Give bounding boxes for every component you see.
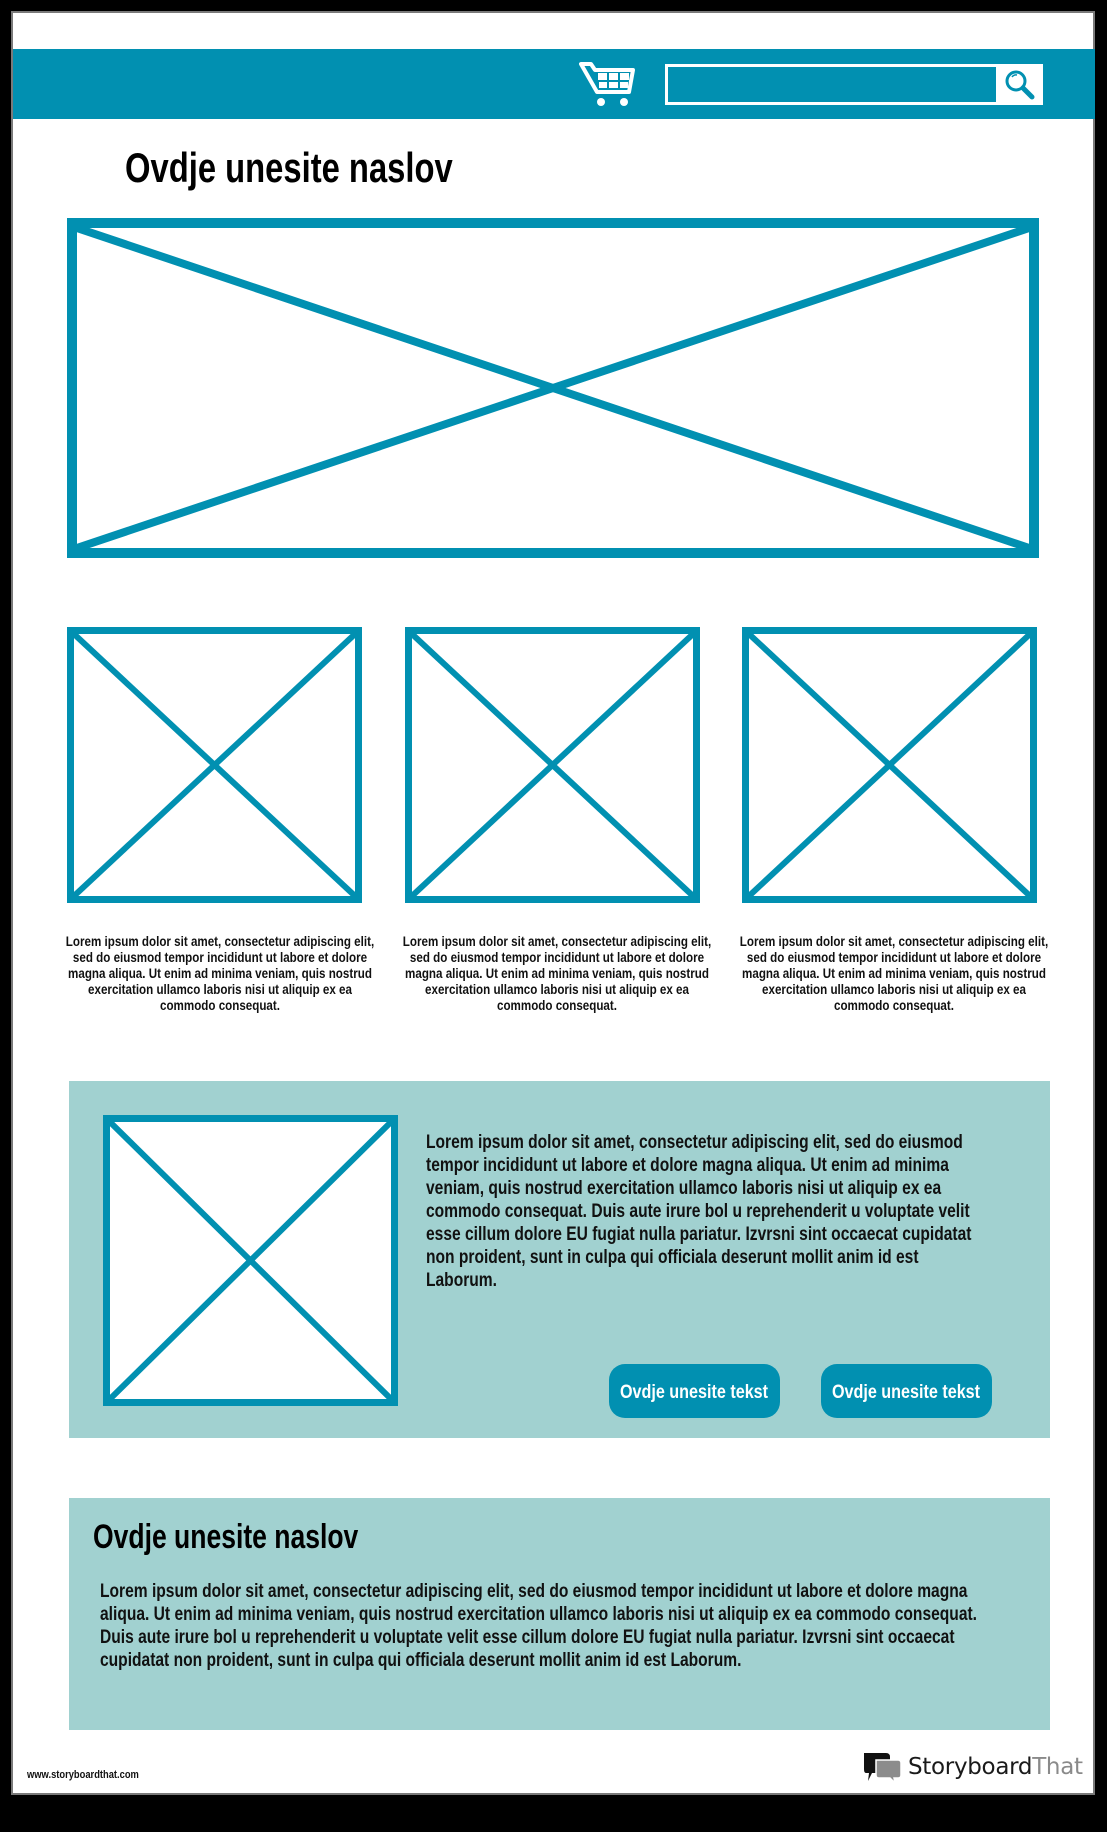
speech-bubbles-icon	[862, 1751, 902, 1783]
header-bar	[13, 49, 1095, 119]
card-caption: Lorem ipsum dolor sit amet, consectetur adipiscing elit, sed do eiusmod tempor incididunt ut labore et dolore magna aliqua. Ut enim ad minima veniam, quis nostrud exercitation ullamco laboris nisi ut aliquip ex ea commodo consequat.	[65, 934, 375, 1013]
search-button[interactable]	[996, 64, 1043, 105]
page-title: Ovdje unesite naslov	[125, 144, 453, 191]
feature-button-secondary[interactable]: Ovdje unesite tekst	[821, 1364, 992, 1418]
feature-text: Lorem ipsum dolor sit amet, consectetur adipiscing elit, sed do eiusmod tempor incididunt ut labore et dolore magna aliqua. Ut enim ad minima veniam, quis nostrud exercitation ullamco laboris nisi ut aliquip ex ea commodo consequat. Duis aute irure bol u reprehenderit u voluptate velit esse cillum dolore EU fugiat nulla pariatur. Izvrsni sint occaecat cupidatat non proident, sunt in culpa qui officiala deserunt mollit anim id est Laborum.	[426, 1132, 972, 1291]
feature-button-primary[interactable]: Ovdje unesite tekst	[609, 1364, 780, 1418]
section-body: Lorem ipsum dolor sit amet, consectetur adipiscing elit, sed do eiusmod tempor incididunt ut labore et dolore magna aliqua. Ut enim ad minima veniam, quis nostrud exercitation ullamco laboris nisi ut aliquip ex ea commodo consequat. Duis aute irure bol u reprehenderit u voluptate velit esse cillum dolore EU fugiat nulla pariatur. Izvrsni sint occaecat cupidatat non proident, sunt in culpa qui officiala deserunt mollit anim id est Laborum.	[100, 1581, 978, 1671]
section-title: Ovdje unesite naslov	[93, 1518, 359, 1556]
card-caption: Lorem ipsum dolor sit amet, consectetur adipiscing elit, sed do eiusmod tempor incididunt ut labore et dolore magna aliqua. Ut enim ad minima veniam, quis nostrud exercitation ullamco laboris nisi ut aliquip ex ea commodo consequat.	[402, 934, 712, 1013]
footer-url: www.storyboardthat.com	[27, 1769, 139, 1781]
magnifier-icon	[996, 64, 1043, 105]
card-image-placeholder	[742, 627, 1037, 903]
brand-logo	[862, 1751, 1083, 1783]
hero-image-placeholder	[67, 218, 1039, 558]
search-box	[665, 64, 1043, 105]
page-canvas	[11, 11, 1095, 1795]
feature-image-placeholder	[103, 1115, 398, 1406]
text-section-panel	[69, 1498, 1050, 1730]
card-image-placeholder	[67, 627, 362, 903]
search-input[interactable]	[668, 67, 998, 102]
feature-panel	[69, 1081, 1050, 1438]
card-image-placeholder	[405, 627, 700, 903]
card-caption: Lorem ipsum dolor sit amet, consectetur adipiscing elit, sed do eiusmod tempor incididunt ut labore et dolore magna aliqua. Ut enim ad minima veniam, quis nostrud exercitation ullamco laboris nisi ut aliquip ex ea commodo consequat.	[739, 934, 1049, 1013]
brand-name: StoryboardThat	[908, 1754, 1083, 1780]
shopping-cart-icon[interactable]	[579, 60, 637, 108]
